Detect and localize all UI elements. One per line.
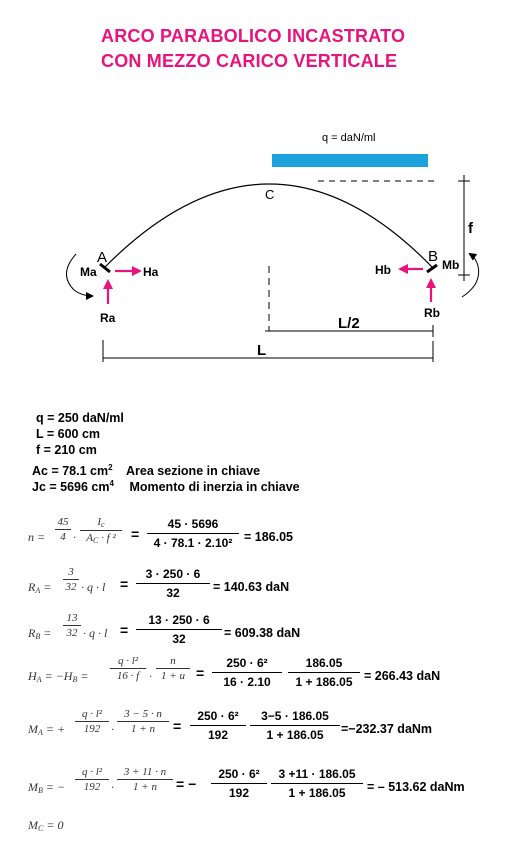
- ha-label: Ha: [143, 265, 159, 279]
- input-jc: [32, 480, 300, 495]
- eq-ha-result: = 266.43 daN: [364, 669, 441, 683]
- equation-n: n = 45 4 · $I_c$ $A_C \cdot f$ ² = 45 · 5696 4 · 78.1 · 2.10² = 186.05: [28, 516, 294, 550]
- eq-rb-lhs: $R_B$ =: [28, 626, 52, 641]
- ac-description: Area sezione in chiave: [126, 464, 261, 478]
- equation-mb: $M_B$ = − q · l² 192 · 3 + 11 · n 1 + n = − 250 · 6² 192 3 +11 · 186.05 1 + 186.05 = – 513.62 daNm: [28, 766, 465, 800]
- hb-label: Hb: [375, 263, 391, 277]
- eq-mb-numeric-frac1: 250 · 6² 192: [211, 767, 267, 800]
- eq-mb-lhs: $M_B$ = −: [28, 780, 66, 795]
- page-title-line1: ARCO PARABOLICO INCASTRATO: [101, 26, 406, 46]
- equation-rb: $R_B$ = 13 32 · q · l = 13 · 250 · 6 32 = 609.38 daN: [28, 612, 301, 646]
- eq-n-lhs: n =: [28, 530, 46, 544]
- input-l: L = 600 cm: [36, 427, 101, 441]
- arch-diagram: [0, 0, 530, 380]
- input-f: f = 210 cm: [36, 443, 97, 457]
- eq-ha-lhs: $H_A = -H_B$ =: [28, 669, 89, 684]
- half-span-label: L/2: [338, 315, 360, 332]
- input-q: q = 250 daN/ml: [36, 411, 124, 425]
- eq-n-result: = 186.05: [244, 530, 294, 544]
- mb-label: Mb: [442, 258, 460, 272]
- eq-n-numeric-frac: 45 · 5696 4 · 78.1 · 2.10²: [147, 517, 239, 550]
- eq-ra-frac: 3 32: [63, 566, 79, 593]
- ac-value: Ac = 78.1 cm: [32, 464, 109, 478]
- load-label: q = daN/ml: [322, 132, 376, 144]
- eq-ha-frac2: n 1 + u: [156, 655, 190, 682]
- jc-description: Momento di inerzia in chiave: [129, 480, 300, 494]
- page-title-line2: CON MEZZO CARICO VERTICALE: [101, 51, 398, 71]
- eq-mb-frac2: 3 + 11 · n 1 + n: [117, 766, 173, 793]
- equation-ma: $M_A$ = + q · l² 192 · 3 − 5 · n 1 + n = 250 · 6² 192 3−5 · 186.05 1 + 186.05 =−232.37 daNm: [28, 708, 433, 742]
- eq-ma-frac2: 3 − 5 · n 1 + n: [117, 708, 169, 735]
- eq-mb-result: = – 513.62 daNm: [367, 780, 465, 794]
- eq-ha-numeric-frac2: 186.05 1 + 186.05: [288, 656, 360, 689]
- jc-value: Jc = 5696 cm: [32, 480, 110, 494]
- eq-ma-frac1: q · l² 192: [75, 708, 109, 735]
- ma-label: Ma: [80, 265, 97, 279]
- eq-rb-result: = 609.38 daN: [224, 626, 301, 640]
- distributed-load-bar: [272, 154, 428, 167]
- eq-mb-frac1: q · l² 192: [75, 766, 109, 793]
- ra-label: Ra: [100, 311, 116, 325]
- eq-n-frac1: 45 4: [55, 516, 71, 543]
- input-ac: [32, 464, 260, 479]
- equation-ha: $H_A = -H_B$ = q · l² 16 · f · n 1 + u = 250 · 6² 16 · 2.10 186.05 1 + 186.05 = 266.43 daN: [28, 655, 441, 689]
- eq-ma-numeric-frac1: 250 · 6² 192: [190, 709, 246, 742]
- support-b-fixed-end: [427, 265, 437, 272]
- ac-exp: 2: [108, 462, 113, 472]
- crown-label: C: [265, 187, 275, 202]
- eq-ra-lhs: $R_A$ =: [28, 580, 52, 595]
- eq-ra-result: = 140.63 daN: [213, 580, 290, 594]
- rise-label: f: [468, 220, 473, 237]
- eq-mb-numeric-frac2: 3 +11 · 186.05 1 + 186.05: [271, 767, 363, 800]
- eq-ma-result: =−232.37 daNm: [341, 722, 433, 736]
- support-b-label: B: [428, 248, 439, 265]
- eq-ha-numeric-frac1: 250 · 6² 16 · 2.10: [212, 656, 282, 689]
- eq-ma-numeric-frac2: 3−5 · 186.05 1 + 186.05: [250, 709, 340, 742]
- eq-n-frac2: $I_c$ $A_C \cdot f$ ²: [80, 516, 122, 545]
- eq-ha-frac1: q · l² 16 · f: [110, 655, 146, 682]
- rb-label: Rb: [424, 306, 440, 320]
- equation-ra: $R_A$ = 3 32 · q · l = 3 · 250 · 6 32 = 140.63 daN: [28, 566, 290, 600]
- eq-ma-lhs: $M_A$ = +: [28, 722, 66, 737]
- eq-rb-numeric-frac: 13 · 250 · 6 32: [136, 613, 222, 646]
- eq-ra-numeric-frac: 3 · 250 · 6 32: [136, 567, 210, 600]
- span-label: L: [257, 342, 267, 359]
- support-a-label: A: [97, 249, 108, 266]
- eq-rb-frac: 13 32: [63, 612, 81, 639]
- equation-mc: $M_C = 0$: [28, 818, 64, 833]
- jc-exp: 4: [109, 478, 114, 488]
